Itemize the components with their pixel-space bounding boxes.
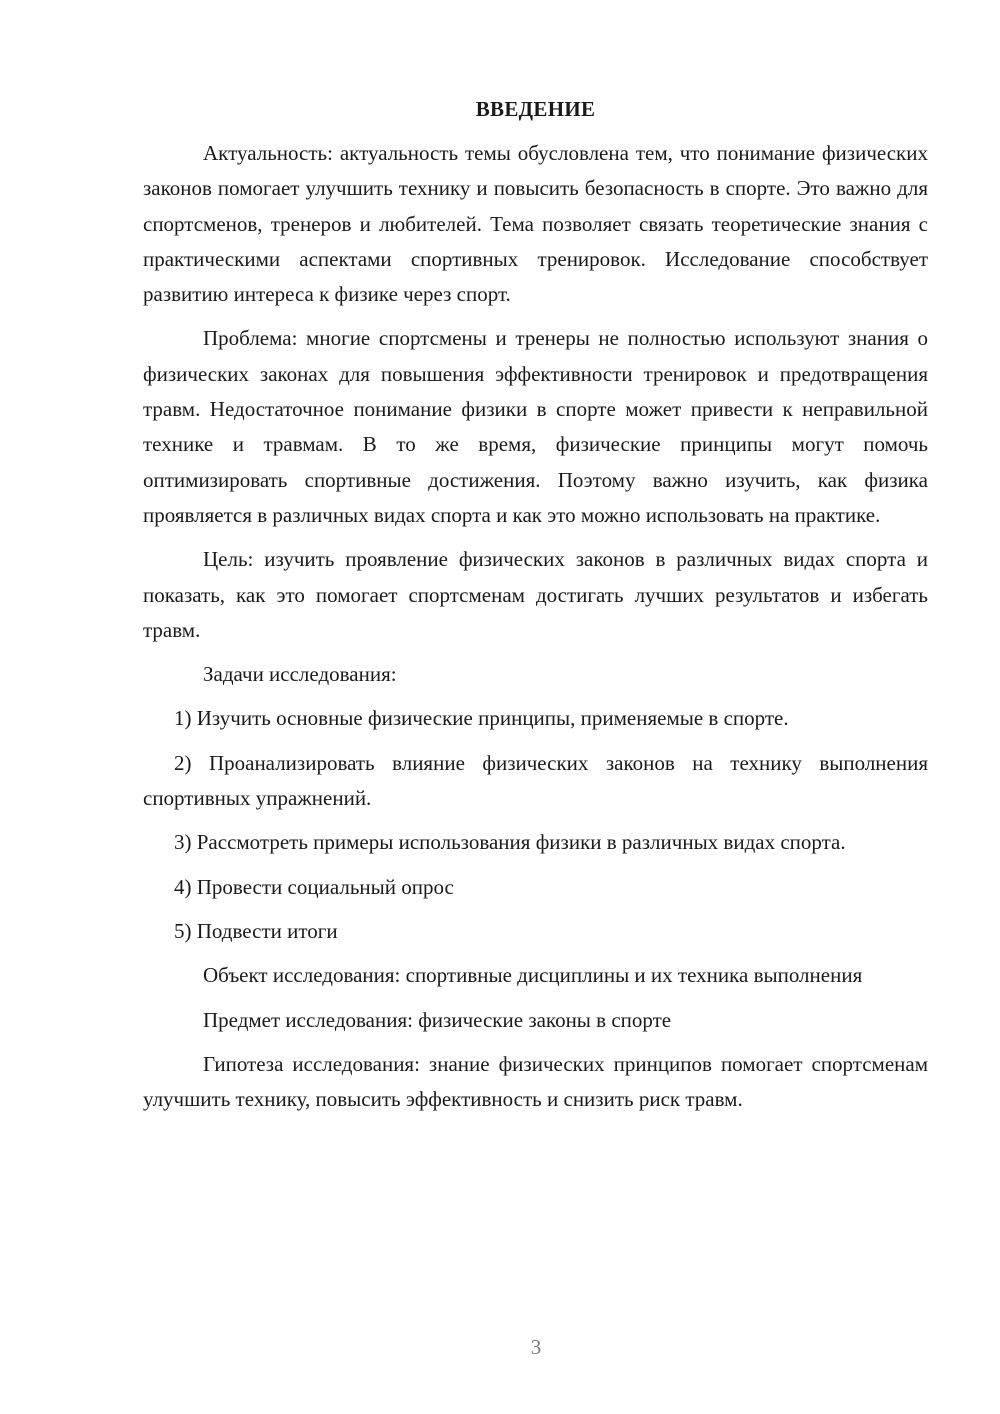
object-paragraph: Объект исследования: спортивные дисциплины и их техника выполнения — [203, 963, 863, 988]
subject-paragraph: Предмет исследования: физические законы в спорте — [203, 1007, 672, 1032]
problem-paragraph: Проблема: многие спортсмены и тренеры не полностью используют знания о физических законах для повышения эффективности тренировок и предотвращения травм. Недостаточное понимание физики в спорте может привести к неправильной технике и травмам. В то же время, физические принципы могут помочь оптимизировать спортивные достижения. Поэтому важно изучить, как физика проявляется в различных видах спорта и как это можно использовать на практике. — [143, 326, 928, 527]
task-item-2: 2) Проанализировать влияние физических законов на технику выполнения спортивных упражнений. — [143, 750, 928, 811]
task-item-4: 4) Провести социальный опрос — [174, 874, 454, 899]
document-page — [143, 92, 928, 1117]
task-item-1: 1) Изучить основные физические принципы, применяемые в спорте. — [174, 706, 789, 731]
tasks-list — [143, 701, 928, 949]
task-item-3: 3) Рассмотреть примеры использования физики в различных видах спорта. — [174, 830, 846, 855]
section-heading: ВВЕДЕНИЕ — [475, 97, 596, 121]
task-item-5: 5) Подвести итоги — [174, 918, 338, 943]
page-number: 3 — [530, 1335, 542, 1359]
tasks-title: Задачи исследования: — [203, 662, 397, 687]
relevance-paragraph: Актуальность: актуальность темы обусловлена тем, что понимание физических законов помогает улучшить технику и повысить безопасность в спорте. Это важно для спортсменов, тренеров и любителей. Тема позволяет связать теоретические знания с практическими аспектами спортивных тренировок. Исследование способствует развитию интереса к физике через спорт. — [143, 141, 928, 307]
goal-paragraph: Цель: изучить проявление физических законов в различных видах спорта и показать, как это помогает спортсменам достигать лучших результатов и избегать травм. — [143, 547, 928, 642]
hypothesis-paragraph: Гипотеза исследования: знание физических принципов помогает спортсменам улучшить технику, повысить эффективность и снизить риск травм. — [143, 1051, 928, 1112]
